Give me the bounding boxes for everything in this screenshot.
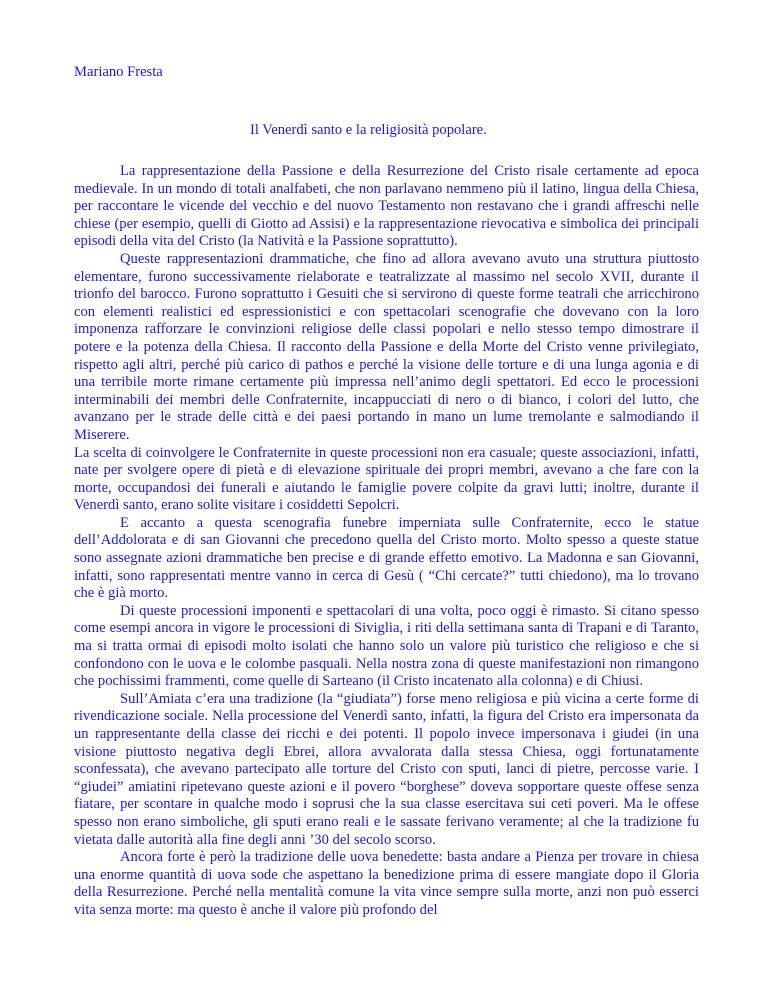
- document-title: Il Venerdì santo e la religiosità popolare.: [250, 122, 487, 138]
- paragraph-4: E accanto a questa scenografia funebre imperniata sulle Confraternite, ecco le statue dell’Addolorata e di san Giovanni che precedono quella del Cristo morto. Molto spesso a queste statue sono assegnate azioni drammatiche ben precise e di grande effetto emotivo. La Madonna e san Giovanni, infatti, sono rappresentati mentre vanno in cerca di Gesù ( “Chi cercate?” tutti chiedono), ma lo trovano che è già morto.: [74, 514, 699, 602]
- paragraph-6: Sull’Amiata c’era una tradizione (la “giudiata”) forse meno religiosa e più vicina a certe forme di rivendicazione sociale. Nella processione del Venerdì santo, infatti, la figura del Cristo era impersonata da un rappresentante della classe dei ricchi e dei potenti. Il popolo invece impersonava i giudei (in una visione piuttosto negativa degli Ebrei, allora avvalorata dalla stessa Chiesa, oggi fortunatamente sconfessata), che avevano partecipato alle torture del Cristo con sputi, lanci di pietre, percosse varie. I “giudei” amiatini ripetevano queste azioni e il povero “borghese” doveva sopportare queste offese senza fiatare, per scontare in qualche modo i soprusi che la sua classe esercitava sui ceti poveri. Ma le offese spesso non erano simboliche, gli sputi erano reali e le sassate ferivano veramente; al che la tradizione fu vietata dalle autorità alla fine degli anni ’30 del secolo scorso.: [74, 690, 699, 848]
- paragraph-5: Di queste processioni imponenti e spettacolari di una volta, poco oggi è rimasto. Si citano spesso come esempi ancora in vigore le processioni di Siviglia, i riti della settimana santa di Trapani e di Taranto, ma si tratta ormai di episodi molto isolati che hanno solo un valore più turistico che religioso e che si confondono con le uova e le colombe pasquali. Nella nostra zona di queste manifestazioni non rimangono che pochissimi frammenti, come quelle di Sarteano (il Cristo incatenato alla colonna) e di Chiusi.: [74, 602, 699, 690]
- paragraph-2: Queste rappresentazioni drammatiche, che fino ad allora avevano avuto una struttura piuttosto elementare, furono successivamente rielaborate e teatralizzate al massimo nel secolo XVII, durante il trionfo del barocco. Furono soprattutto i Gesuiti che si servirono di queste forme teatrali che arricchirono con elementi realistici ed espressionistici e con spettacolari scenografie che dovevano con la loro imponenza rafforzare le convinzioni religiose delle classi popolari e nello stesso tempo dimostrare il potere e la potenza della Chiesa. Il racconto della Passione e della Morte del Cristo venne privilegiato, rispetto agli altri, perché più carico di pathos e perché la visione delle torture e di una lunga agonia e di una terribile morte rimane certamente più impressa nell’animo degli spettatori. Ed ecco le processioni interminabili dei membri delle Confraternite, incappucciati di nero o di bianco, i colori del lutto, che avanzano per le strade delle città e dei paesi portando in mano un lume tremolante e salmodiando il Miserere.: [74, 250, 699, 443]
- paragraph-1: La rappresentazione della Passione e della Resurrezione del Cristo risale certamente ad epoca medievale. In un mondo di totali analfabeti, che non parlavano nemmeno più il latino, lingua della Chiesa, per raccontare le vicende del vecchio e del nuovo Testamento non restavano che i grandi affreschi nelle chiese (per esempio, quelli di Giotto ad Assisi) e la rappresentazione rievocativa e simbolica dei principali episodi della vita del Cristo (la Natività e la Passione soprattutto).: [74, 163, 699, 250]
- body-text: [74, 163, 699, 920]
- paragraph-7: Ancora forte è però la tradizione delle uova benedette: basta andare a Pienza per trovare in chiesa una enorme quantità di uova sode che aspettano la benedizione prima di essere mangiate dopo il Gloria della Resurrezione. Perché nella mentalità comune la vita vince sempre sulla morte, anzi non può esserci vita senza morte: ma questo è anche il valore più profondo del: [74, 849, 699, 918]
- author-name: Mariano Fresta: [74, 64, 163, 80]
- paragraph-3: La scelta di coinvolgere le Confraternite in queste processioni non era casuale; queste associazioni, infatti, nate per svolgere opere di pietà e di elevazione spirituale dei propri membri, avevano a che fare con la morte, occupandosi dei funerali e aiutando le famiglie povere colpite da gravi lutti; inoltre, durante il Venerdì santo, erano solite visitare i cosiddetti Sepolcri.: [74, 444, 699, 514]
